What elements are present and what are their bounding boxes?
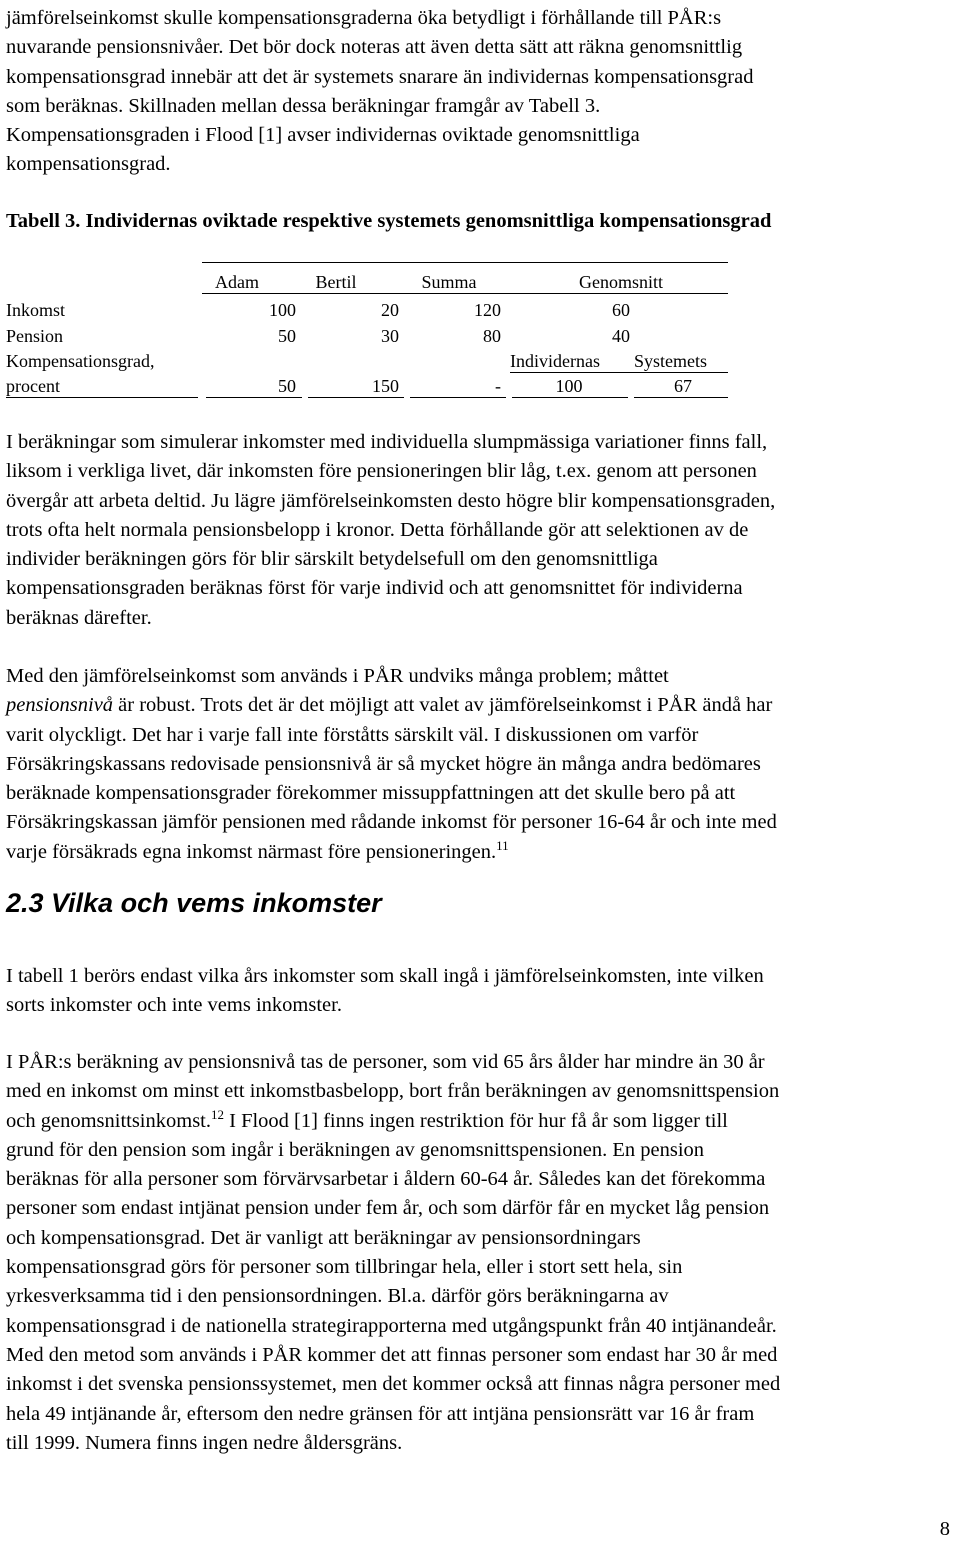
text-line: kompensationsgrad. (6, 153, 171, 176)
text-run: I Flood [1] finns ingen restriktion för hur få år som ligger till (224, 1109, 728, 1132)
section-heading: 2.3 Vilka och vems inkomster (6, 888, 382, 918)
text-line (6, 691, 956, 720)
text-line: kompensationsgrad görs för personer som tillbringar hela, eller i stort sett hela, sin (6, 1256, 683, 1279)
intro-paragraph (6, 4, 956, 180)
table-bottom-rule (308, 397, 404, 398)
text-line: Försäkringskassan jämför pensionen med rådande inkomst för personer 16-64 år och inte med (6, 811, 777, 834)
table-top-rule (202, 262, 728, 263)
text-line: I tabell 1 berörs endast vilka års inkomster som skall ingå i jämförelseinkomsten, inte vilken (6, 965, 764, 987)
table-bottom-rule (634, 397, 728, 398)
table-cell: 120 (474, 300, 501, 320)
table-cell: - (495, 376, 501, 396)
table-cell: 100 (555, 376, 583, 396)
text-line: personer som endast intjänat pension under fem år, och som därför får en mycket låg pension (6, 1197, 770, 1220)
text-line: yrkesverksamma tid i den pensionsordningen. Bl.a. därför görs beräkningarna av (6, 1285, 669, 1308)
text-line: I PÅR:s beräkning av pensionsnivå tas de personer, som vid 65 års ålder har mindre än 30 år (6, 1051, 765, 1073)
text-line: sorts inkomster och inte vems inkomster. (6, 994, 342, 1017)
footnote-ref[interactable]: 11 (496, 837, 509, 853)
footnote-ref[interactable]: 12 (211, 1106, 224, 1122)
table-cell: 50 (278, 326, 296, 346)
text-line: Med den jämförelseinkomst som används i PÅR undviks många problem; måttet (6, 665, 669, 687)
header-bertil: Bertil (315, 272, 357, 292)
header-summa: Summa (421, 272, 477, 292)
header-adam: Adam (215, 272, 259, 292)
text-run: och genomsnittsinkomst. (6, 1109, 211, 1132)
table-caption: Tabell 3. Individernas oviktade respektive systemets genomsnittliga kompensationsgrad (6, 210, 772, 232)
text-line: med en inkomst om minst ett inkomstbasbelopp, bort från beräkningen av genomsnittspension (6, 1080, 780, 1103)
row-label-procent: procent (6, 376, 60, 396)
text-line: beräknas därefter. (6, 606, 152, 629)
text-run: varje försäkrads egna inkomst närmast före pensioneringen. (6, 840, 497, 863)
table-cell: 100 (269, 300, 296, 320)
subheader-systemets: Systemets (634, 351, 708, 371)
table-cell: 60 (612, 300, 630, 320)
text-line: nuvarande pensionsnivåer. Det bör dock noteras att även detta sätt att räkna genomsnittlig (6, 36, 743, 59)
table-cell: 67 (674, 376, 692, 396)
table-cell: 20 (381, 300, 399, 320)
row-label-inkomst: Inkomst (6, 300, 66, 320)
text-line: kompensationsgraden beräknas först för varje individ och att genomsnittet för individerna (6, 577, 743, 600)
body-paragraph (6, 428, 956, 633)
text-line: varit olyckligt. Det har i varje fall inte förståtts särskilt väl. I diskussionen om varför (6, 723, 699, 746)
compensation-table (6, 262, 728, 402)
text-line: Försäkringskassans redovisade pensionsnivå är så mycket högre än många andra bedömares (6, 752, 761, 775)
table-bottom-rule (6, 397, 198, 398)
text-line (6, 838, 956, 867)
table-bottom-rule (512, 397, 628, 398)
table-cell: 50 (278, 376, 296, 396)
table-cell: 40 (612, 326, 630, 346)
table-cell: 80 (483, 326, 501, 346)
text-line: som beräknas. Skillnaden mellan dessa beräkningar framgår av Tabell 3. (6, 94, 601, 117)
table-cell: 150 (372, 376, 399, 396)
text-line: hela 49 intjänande år, eftersom den nedre gränsen för att intjäna pensionsrätt var 16 år fram (6, 1402, 755, 1425)
italic-term: pensionsnivå (6, 694, 114, 717)
text-line: beräknas för alla personer som förvärvsarbetar i åldern 60-64 år. Således kan det förekomma (6, 1168, 766, 1191)
text-line: trots ofta helt normala pensionsbelopp i kronor. Detta förhållande gör att selektionen av de (6, 518, 749, 541)
text-line: övergår att arbeta deltid. Ju lägre jämförelseinkomsten desto högre blir kompensationsgraden, (6, 489, 776, 512)
text-line: grund för den pension som ingår i beräkningen av genomsnittspensionen. En pension (6, 1138, 705, 1161)
subheader-rule (510, 372, 728, 373)
text-line: individer beräkningen görs för blir särskilt betydelsefull om den genomsnittliga (6, 548, 658, 571)
text-run: är robust. Trots det är det möjligt att valet av jämförelseinkomst i PÅR ändå har (113, 694, 773, 717)
table-bottom-rule (410, 397, 506, 398)
text-line: kompensationsgrad i de nationella strategirapporterna med utgångspunkt från 40 intjänandeår. (6, 1314, 777, 1337)
text-line: inkomst i det svenska pensionssystemet, men det kommer också att finnas några personer med (6, 1373, 781, 1396)
text-line: beräknade kompensationsgrader förekommer missuppfattningen att det skulle bero på att (6, 782, 736, 805)
row-label-kompensationsgrad: Kompensationsgrad, (6, 351, 155, 371)
text-line: liksom i verkliga livet, där inkomsten före pensioneringen blir låg, t.ex. genom att personen (6, 460, 757, 483)
table-cell: 30 (381, 326, 399, 346)
text-line: I beräkningar som simulerar inkomster med individuella slumpmässiga variationer finns fall, (6, 431, 768, 453)
subheader-individernas: Individernas (510, 351, 600, 371)
text-line: Kompensationsgraden i Flood [1] avser individernas oviktade genomsnittliga (6, 124, 640, 147)
text-line: Med den metod som används i PÅR kommer det att finnas personer som endast har 30 år med (6, 1343, 778, 1366)
header-rule (202, 293, 728, 294)
text-line (6, 1107, 956, 1136)
text-line: jämförelseinkomst skulle kompensationsgraderna öka betydligt i förhållande till PÅR:s (6, 7, 722, 29)
text-line: till 1999. Numera finns ingen nedre åldersgräns. (6, 1431, 403, 1454)
text-line: kompensationsgrad innebär att det är systemets snarare än individernas kompensationsgrad (6, 65, 754, 88)
header-genomsnitt: Genomsnitt (579, 272, 663, 292)
page-number: 8 (939, 1518, 950, 1540)
body-paragraph (6, 662, 956, 867)
body-paragraph (6, 1048, 956, 1458)
body-paragraph (6, 962, 956, 1021)
table-bottom-rule (206, 397, 302, 398)
text-line: och kompensationsgrad. Det är vanligt att beräkningar av pensionsordningars (6, 1226, 641, 1249)
row-label-pension: Pension (6, 326, 64, 346)
